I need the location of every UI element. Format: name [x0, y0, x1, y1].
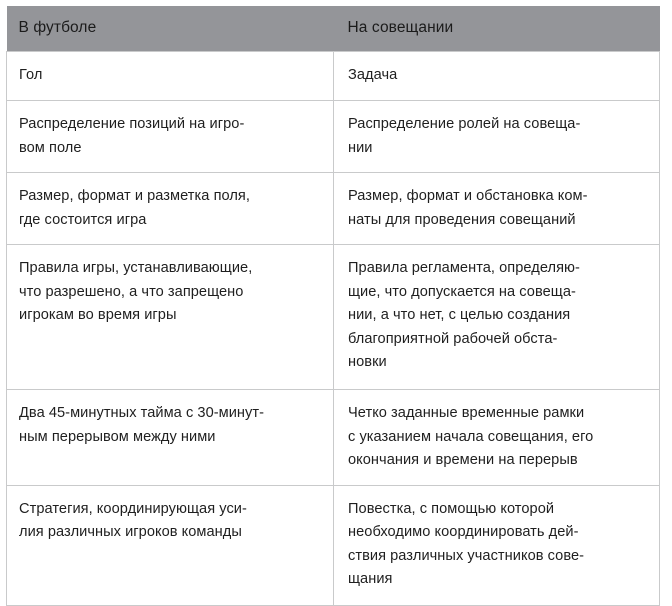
table-cell-meeting — [334, 245, 660, 390]
cell-line: Стратегия, координирующая уси- — [19, 500, 247, 517]
table-cell-football — [7, 52, 334, 101]
cell-line: Повестка, с помощью которой — [348, 500, 555, 517]
cell-line: наты для проведения совещаний — [348, 211, 576, 228]
cell-line: лия различных игроков команды — [19, 524, 242, 540]
cell-line: Правила игры, устанавливающие, — [19, 260, 253, 276]
table-cell-football — [7, 245, 334, 390]
table-header-row — [7, 6, 660, 52]
table-cell-football — [7, 101, 334, 173]
cell-line: щания — [348, 571, 393, 587]
cell-line: вом поле — [19, 139, 82, 156]
table-header — [7, 6, 660, 52]
table-row — [7, 245, 660, 390]
cell-line: окончания и времени на перерыв — [348, 452, 578, 468]
cell-line: игрокам во время игры — [19, 307, 177, 323]
table-cell-meeting — [334, 52, 660, 101]
cell-line: Распределение ролей на совеща- — [348, 116, 581, 132]
column-header-meeting: На совещании — [334, 6, 660, 52]
table-row — [7, 485, 660, 605]
table-cell-meeting — [334, 485, 660, 605]
cell-line: Задача — [348, 67, 398, 83]
cell-line: нии — [348, 139, 373, 156]
cell-line: с указанием начала совещания, его — [348, 428, 594, 445]
cell-line: новки — [348, 354, 387, 370]
cell-line: ствия различных участников сове- — [348, 547, 585, 564]
table-cell-meeting — [334, 173, 660, 245]
table-row — [7, 173, 660, 245]
cell-line: Распределение позиций на игро- — [19, 116, 245, 132]
table-cell-meeting — [334, 390, 660, 486]
cell-line: необходимо координировать дей- — [348, 524, 579, 540]
column-header-football: В футболе — [7, 6, 334, 52]
table-row — [7, 390, 660, 486]
comparison-table-container — [6, 6, 659, 593]
table-cell-football — [7, 485, 334, 605]
cell-line: щие, что допускается на совеща- — [348, 283, 576, 300]
comparison-table — [6, 6, 660, 606]
cell-line: нии, а что нет, с целью создания — [348, 307, 571, 323]
cell-line: ным перерывом между ними — [19, 428, 216, 445]
cell-line: Два 45-минутных тайма с 30-минут- — [19, 405, 265, 421]
cell-line: Четко заданные временные рамки — [348, 405, 585, 421]
cell-line: Размер, формат и разметка поля, — [19, 188, 250, 204]
cell-line: Правила регламента, определяю- — [348, 260, 580, 276]
cell-line: Размер, формат и обстановка ком- — [348, 188, 588, 204]
cell-line: благоприятной рабочей обста- — [348, 330, 558, 347]
table-cell-meeting — [334, 101, 660, 173]
table-row — [7, 52, 660, 101]
table-row — [7, 101, 660, 173]
cell-line: Гол — [19, 67, 43, 83]
cell-line: что разрешено, а что запрещено — [19, 283, 244, 300]
table-cell-football — [7, 390, 334, 486]
table-body — [7, 52, 660, 606]
table-cell-football — [7, 173, 334, 245]
cell-line: где состоится игра — [19, 211, 147, 228]
